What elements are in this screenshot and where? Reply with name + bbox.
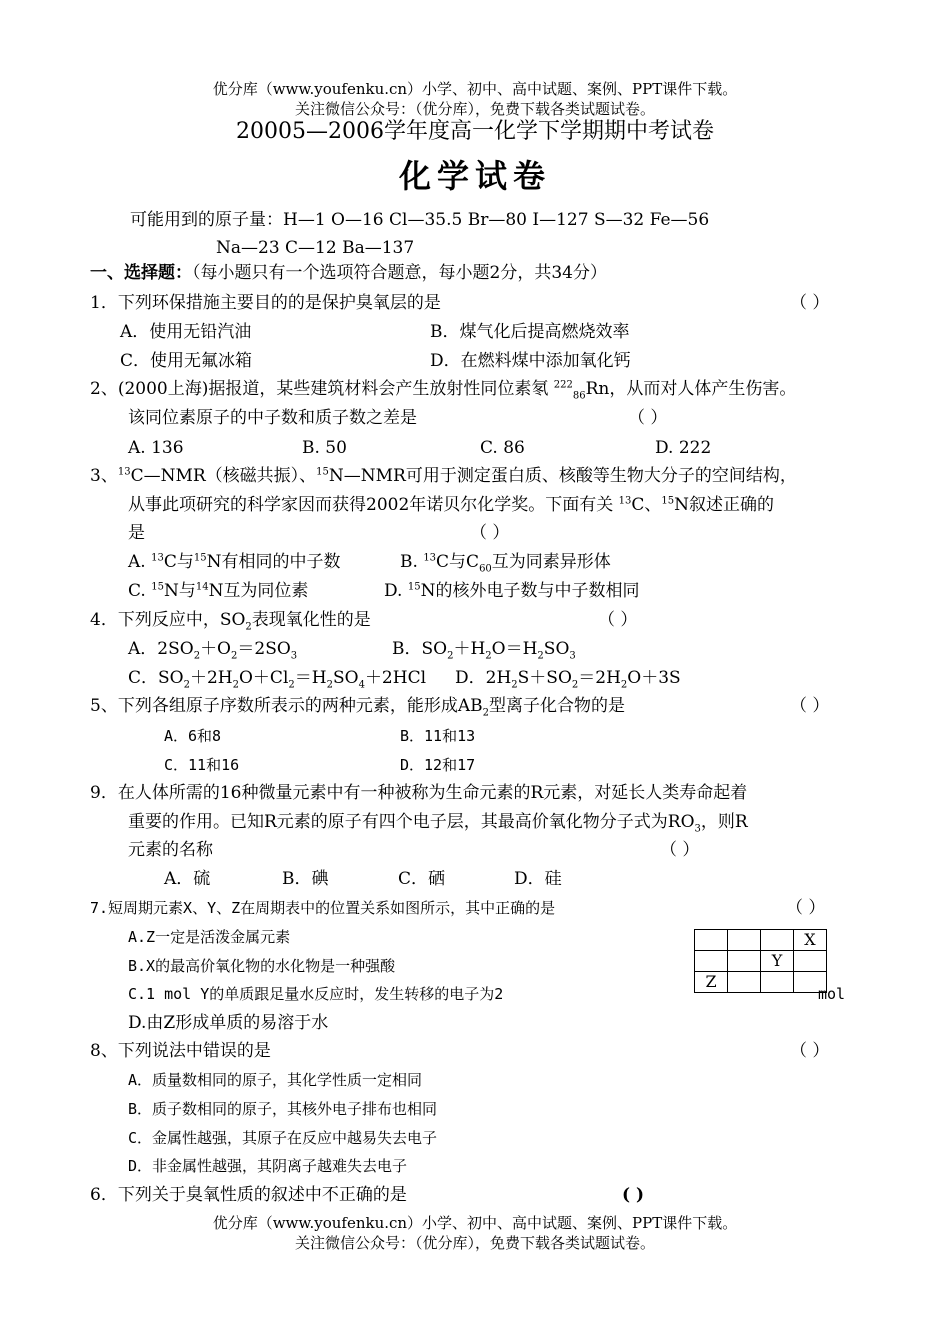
q5-option-b[interactable]: B．11和13 [400,727,476,745]
grid-cell [695,930,728,951]
exam-title: 20005—2006学年度高一化学下学期期中考试卷 [236,119,714,144]
q3-stem-line-2: 从事此项研究的科学家因而获得2002年诺贝尔化学奖。下面有关 $^{13}$C、$^{15}$N叙述正确的 [128,495,775,515]
q4-stem: 4．下列反应中，$SO_2$表现氧化性的是 [90,610,371,633]
q2-option-d[interactable]: D. 222 [655,438,712,458]
section-label: 一、选择题： [90,263,192,283]
q7-stem: 7.短周期元素X、Y、Z在周期表中的位置关系如图所示，其中正确的是 [90,899,556,917]
q3-option-d[interactable]: D. $^{15}$N的核外电子数与中子数相同 [384,581,640,601]
q6-stem: 6．下列关于臭氧性质的叙述中不正确的是 [90,1185,407,1205]
q4-option-a[interactable]: A．$2SO_2+O_2=2SO_3$ [128,639,298,662]
q3-option-c[interactable]: C. $^{15}$N与$^{14}$N互为同位素 [128,581,309,601]
q8-answer-paren[interactable]: （ ） [790,1041,830,1061]
q9-stem-line-3: 元素的名称 [128,840,213,860]
q7-option-b[interactable]: B.X的最高价氧化物的水化物是一种强酸 [128,957,396,975]
q2-stem-line-2: 该同位素原子的中子数和质子数之差是 [128,408,417,428]
q7-option-c-unit: mol [818,985,846,1003]
grid-cell [794,951,827,972]
q3-answer-paren[interactable]: （ ） [470,523,510,543]
q2-atomic-number: 86 [572,390,586,402]
footer-wechat-line: 关注微信公众号：（优分库），免费下载各类试题试卷。 [294,1234,655,1252]
grid-cell [728,930,761,951]
section-header [90,262,607,284]
grid-cell-z: Z [695,972,728,993]
q2-option-a[interactable]: A. 136 [128,438,184,458]
periodic-table-fragment [694,929,827,993]
q5-option-a[interactable]: A．6和8 [164,727,222,745]
q1-stem: 1．下列环保措施主要目的的是保护臭氧层的是 [90,293,441,313]
q2-mass-number: 222 [553,379,573,391]
q8-option-c[interactable]: C．金属性越强，其原子在反应中越易失去电子 [128,1129,438,1147]
q3-stem-line-1: 3、$^{13}$C—NMR（核磁共振）、$^{15}$N—NMR可用于测定蛋白质、核酸等生物大分子的空间结构， [90,466,797,486]
section-note: （每小题只有一个选项符合题意，每小题2分，共34分） [192,263,607,283]
q7-option-c[interactable]: C.1 mol Y的单质跟足量水反应时，发生转移的电子为2 [128,985,504,1003]
grid-cell [794,972,827,993]
q1-option-c[interactable]: C．使用无氟冰箱 [120,351,253,371]
q3-stem-line-3: 是 [128,523,145,543]
q5-option-c[interactable]: C．11和16 [164,756,240,774]
q6-answer-paren[interactable]: ( ) [622,1185,645,1205]
q3-option-b[interactable]: B. $^{13}$C与$C_{60}$互为同素异形体 [400,552,611,575]
atomic-mass-line-2: Na—23 C—12 Ba—137 [216,238,415,258]
q9-stem-line-1: 9．在人体所需的16种微量元素中有一种被称为生命元素的R元素，对延长人类寿命起着 [90,783,748,803]
q8-option-b[interactable]: B．质子数相同的原子，其核外电子排布也相同 [128,1100,438,1118]
header-ad-line: 优分库（www.youfenku.cn）小学、初中、高中试题、案例、PPT课件下载。 [212,80,738,98]
q4-option-d[interactable]: D．$2H_2S+SO_2=2H_2O+3S$ [455,668,681,691]
q2-stem-line-1: 2、(2000上海)据报道，某些建筑材料会产生放射性同位素氡 $^{222}_{86}$Rn，从而对人体产生伤害。 [90,379,797,402]
header-wechat-line: 关注微信公众号：（优分库），免费下载各类试题试卷。 [294,100,655,118]
q7-answer-paren[interactable]: （ ） [786,898,826,918]
footer-ad-line: 优分库（www.youfenku.cn）小学、初中、高中试题、案例、PPT课件下载。 [212,1214,738,1232]
q8-option-a[interactable]: A．质量数相同的原子，其化学性质一定相同 [128,1071,423,1089]
q9-option-c[interactable]: C．硒 [398,869,446,889]
grid-cell-y: Y [761,951,794,972]
q5-option-d[interactable]: D．12和17 [400,756,476,774]
q7-option-d[interactable]: D.由Z形成单质的易溶于水 [128,1013,329,1033]
q4-option-b[interactable]: B．$SO_2+H_2O=H_2SO_3$ [392,639,576,662]
q1-option-b[interactable]: B．煤气化后提高燃烧效率 [430,322,630,342]
q9-answer-paren[interactable]: （ ） [660,840,700,860]
grid-cell [761,972,794,993]
q4-option-c[interactable]: C．$SO_2+2H_2O+Cl_2=H_2SO_4+2HCl$ [128,668,427,691]
grid-cell [728,951,761,972]
q1-option-d[interactable]: D．在燃料煤中添加氧化钙 [430,351,631,371]
q8-option-d[interactable]: D．非金属性越强，其阴离子越难失去电子 [128,1157,408,1175]
q9-option-d[interactable]: D．硅 [514,869,562,889]
q5-stem: 5、下列各组原子序数所表示的两种元素，能形成$AB_2$型离子化合物的是 [90,696,625,719]
q3-option-a[interactable]: A. $^{13}$C与$^{15}$N有相同的中子数 [128,552,341,572]
atomic-mass-line-1: 可能用到的原子量：H—1 O—16 Cl—35.5 Br—80 I—127 S—32 Fe—56 [130,210,710,230]
q2-option-c[interactable]: C. 86 [480,438,525,458]
q2-option-b[interactable]: B. 50 [302,438,347,458]
q9-option-a[interactable]: A．硫 [164,869,211,889]
grid-cell-x: X [794,930,827,951]
q2-answer-paren[interactable]: （ ） [628,408,668,428]
grid-cell [695,951,728,972]
paper-title: 化学试卷 [398,157,551,195]
grid-cell [728,972,761,993]
q1-answer-paren[interactable]: （ ） [790,293,830,313]
q8-stem: 8、下列说法中错误的是 [90,1041,271,1061]
q9-stem-line-2: 重要的作用。已知R元素的原子有四个电子层，其最高价氧化物分子式为$RO_3$，则R [128,812,748,835]
grid-cell [761,930,794,951]
q7-option-a[interactable]: A.Z一定是活泼金属元素 [128,928,291,946]
q9-option-b[interactable]: B．碘 [282,869,329,889]
q4-answer-paren[interactable]: （ ） [598,610,638,630]
q1-option-a[interactable]: A．使用无铅汽油 [120,322,252,342]
q5-answer-paren[interactable]: （ ） [790,696,830,716]
